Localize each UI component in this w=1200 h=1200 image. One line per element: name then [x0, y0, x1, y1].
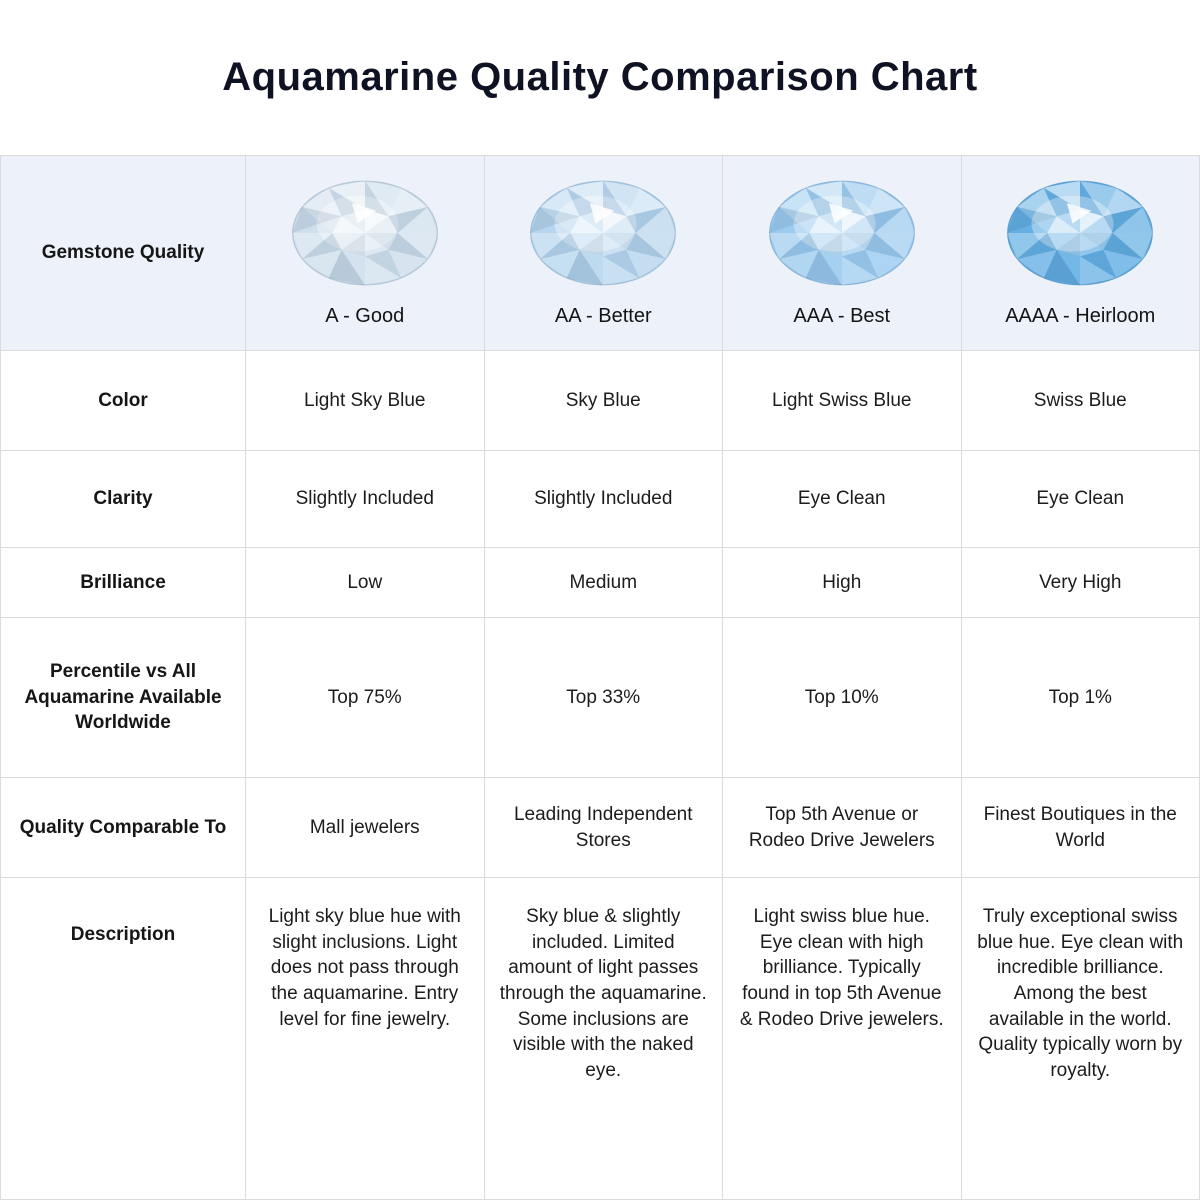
clarity-value-aaaa: Eye Clean	[961, 451, 1200, 548]
clarity-value-aa: Slightly Included	[484, 451, 723, 548]
percentile-value-a: Top 75%	[246, 618, 485, 778]
clarity-value-aaa: Eye Clean	[723, 451, 962, 548]
grade-label-a: A - Good	[325, 304, 405, 327]
grade-cell-aa	[484, 156, 723, 351]
description-value-a: Light sky blue hue with slight inclusions. Light does not pass through the aquamarine. Entry level for fine jewelry.	[246, 878, 485, 1200]
grade-label-aaaa: AAAA - Heirloom	[1005, 304, 1156, 327]
comparable-value-aaaa: Finest Boutiques in the World	[961, 778, 1200, 878]
comparable-value-aaa: Top 5th Avenue or Rodeo Drive Jewelers	[723, 778, 962, 878]
row-color	[1, 351, 1200, 451]
description-value-aa: Sky blue & slightly included. Limited amount of light passes through the aquamarine. Some inclusions are visible with the naked eye.	[484, 878, 723, 1200]
grade-label-aa: AA - Better	[554, 304, 652, 327]
comparable-value-aa: Leading Independent Stores	[484, 778, 723, 878]
aquamarine-gem-image-aa	[528, 177, 678, 289]
brilliance-value-aaaa: Very High	[961, 548, 1200, 618]
row-label-description: Description	[1, 878, 246, 1200]
brilliance-value-aa: Medium	[484, 548, 723, 618]
comparison-table	[0, 155, 1200, 1200]
grade-label-aaa: AAA - Best	[793, 304, 891, 327]
aquamarine-gem-image-aaaa	[1005, 177, 1155, 289]
row-label-brilliance: Brilliance	[1, 548, 246, 618]
brilliance-value-a: Low	[246, 548, 485, 618]
description-value-aaa: Light swiss blue hue. Eye clean with high brilliance. Typically found in top 5th Avenue & Rodeo Drive jewelers.	[723, 878, 962, 1200]
clarity-value-a: Slightly Included	[246, 451, 485, 548]
grade-cell-aaaa	[961, 156, 1200, 351]
row-label-percentile: Percentile vs All Aquamarine Available Worldwide	[1, 618, 246, 778]
grade-cell-a	[246, 156, 485, 351]
color-value-aa: Sky Blue	[484, 351, 723, 451]
color-value-a: Light Sky Blue	[246, 351, 485, 451]
aquamarine-gem-image-a	[290, 177, 440, 289]
row-label-color: Color	[1, 351, 246, 451]
row-clarity	[1, 451, 1200, 548]
percentile-value-aa: Top 33%	[484, 618, 723, 778]
percentile-value-aaa: Top 10%	[723, 618, 962, 778]
description-value-aaaa: Truly exceptional swiss blue hue. Eye clean with incredible brilliance. Among the best available in the world. Quality typically worn by royalty.	[961, 878, 1200, 1200]
row-brilliance	[1, 548, 1200, 618]
page-title: Aquamarine Quality Comparison Chart	[222, 55, 978, 99]
title-bar	[0, 0, 1200, 155]
brilliance-value-aaa: High	[723, 548, 962, 618]
row-label-quality-comparable: Quality Comparable To	[1, 778, 246, 878]
comparable-value-a: Mall jewelers	[246, 778, 485, 878]
percentile-value-aaaa: Top 1%	[961, 618, 1200, 778]
row-gemstone-quality	[1, 156, 1200, 351]
grade-cell-aaa	[723, 156, 962, 351]
color-value-aaaa: Swiss Blue	[961, 351, 1200, 451]
row-quality-comparable	[1, 778, 1200, 878]
row-label-clarity: Clarity	[1, 451, 246, 548]
row-label-gemstone-quality: Gemstone Quality	[1, 156, 246, 351]
color-value-aaa: Light Swiss Blue	[723, 351, 962, 451]
row-description	[1, 878, 1200, 1200]
aquamarine-gem-image-aaa	[767, 177, 917, 289]
row-percentile	[1, 618, 1200, 778]
